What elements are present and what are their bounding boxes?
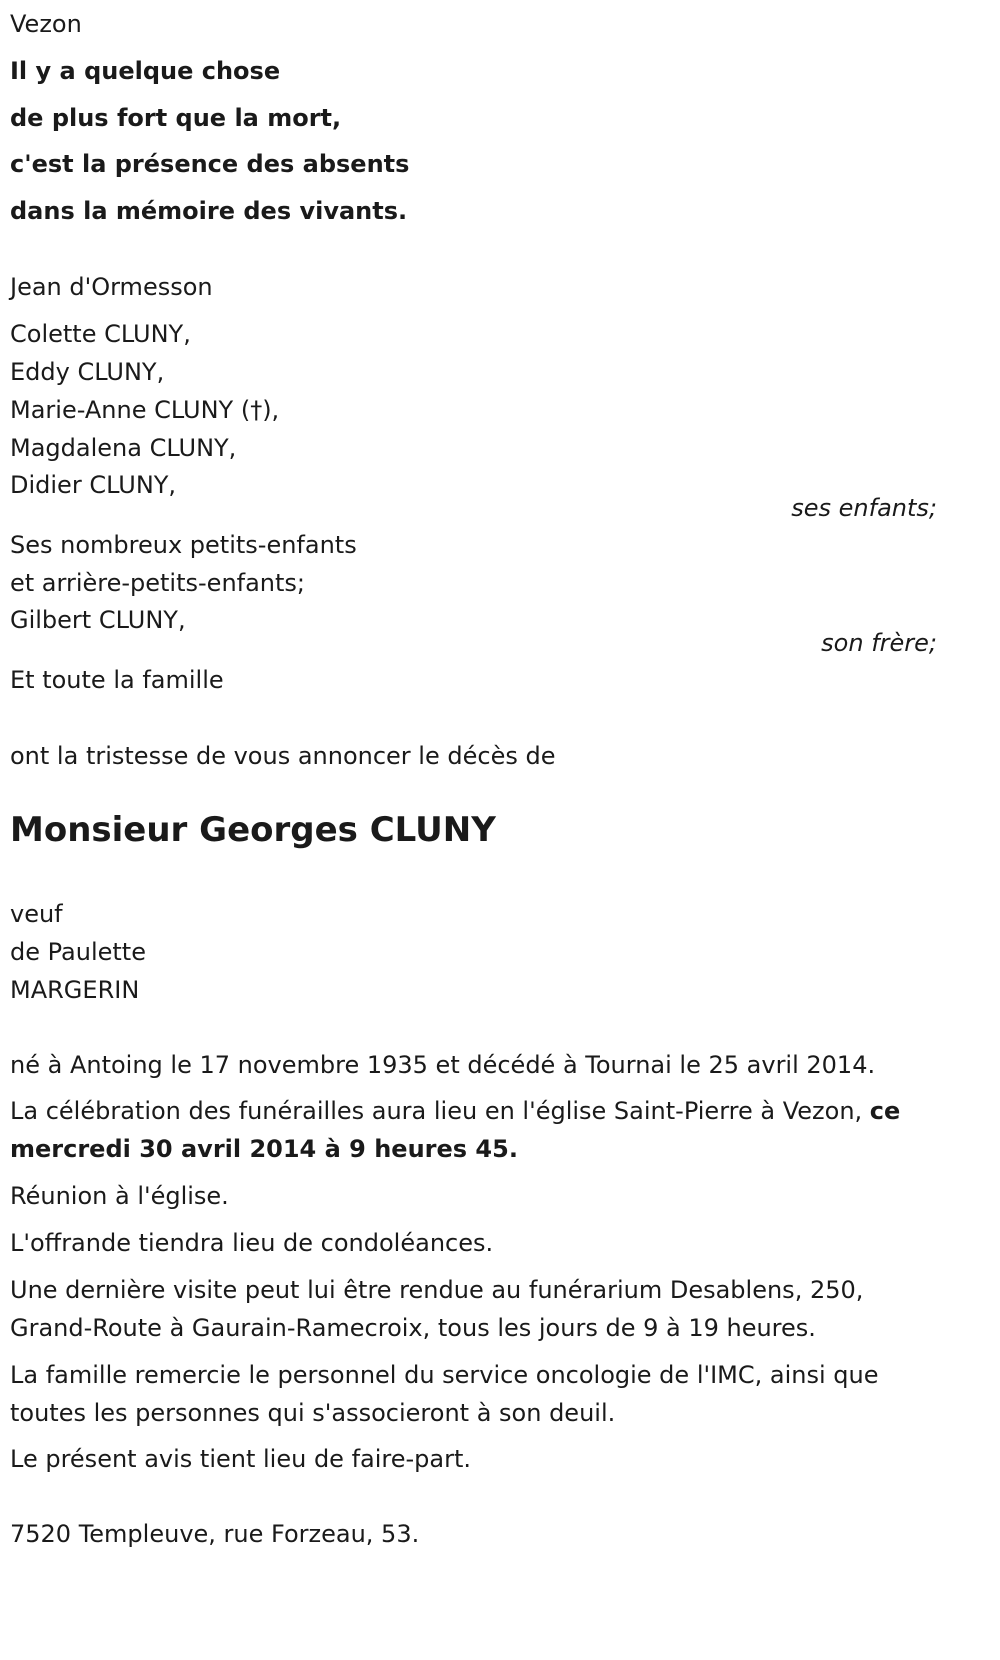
thanks-line-2: toutes les personnes qui s'associeront à son deuil. (10, 1399, 616, 1427)
offering-line: L'offrande tiendra lieu de condoléances. (10, 1229, 494, 1257)
ceremony-date: mercredi 30 avril 2014 à 9 heures 45. (10, 1135, 518, 1163)
brother-name: Gilbert CLUNY, (10, 606, 186, 634)
widower-line-2: de Paulette (10, 938, 146, 966)
visit-line-1: Une dernière visite peut lui être rendue au funérarium Desablens, 250, (10, 1276, 864, 1304)
child-name: Magdalena CLUNY, (10, 434, 237, 462)
announcement: ont la tristesse de vous annoncer le décès de (10, 742, 556, 770)
ceremony-line-1 (10, 1097, 900, 1125)
place-name: Vezon (10, 10, 82, 38)
grandchildren-line-2: et arrière-petits-enfants; (10, 569, 306, 597)
children-role: ses enfants; (791, 494, 937, 522)
meeting-line: Réunion à l'église. (10, 1182, 229, 1210)
widower-line-1: veuf (10, 900, 63, 928)
ceremony-date-start: ce (869, 1097, 901, 1125)
quote-line-3: c'est la présence des absents (10, 150, 410, 178)
notice-line: Le présent avis tient lieu de faire-part. (10, 1445, 472, 1473)
ceremony-text: La célébration des funérailles aura lieu en l'église Saint-Pierre à Vezon, (10, 1097, 870, 1125)
thanks-line-1: La famille remercie le personnel du service oncologie de l'IMC, ainsi que (10, 1361, 879, 1389)
child-name: Eddy CLUNY, (10, 358, 165, 386)
quote-author: Jean d'Ormesson (10, 273, 213, 301)
child-name: Marie-Anne CLUNY (†), (10, 396, 280, 424)
birth-death: né à Antoing le 17 novembre 1935 et décédé à Tournai le 25 avril 2014. (10, 1051, 876, 1079)
child-name: Didier CLUNY, (10, 471, 177, 499)
deceased-name: Monsieur Georges CLUNY (10, 810, 496, 850)
visit-line-2: Grand-Route à Gaurain-Ramecroix, tous les jours de 9 à 19 heures. (10, 1314, 816, 1342)
widower-line-3: MARGERIN (10, 976, 140, 1004)
child-name: Colette CLUNY, (10, 320, 191, 348)
grandchildren-line-1: Ses nombreux petits-enfants (10, 531, 357, 559)
address-line: 7520 Templeuve, rue Forzeau, 53. (10, 1520, 420, 1548)
quote-line-1: Il y a quelque chose (10, 57, 281, 85)
quote-line-4: dans la mémoire des vivants. (10, 197, 408, 225)
quote-line-2: de plus fort que la mort, (10, 104, 342, 132)
brother-role: son frère; (821, 629, 937, 657)
family-line: Et toute la famille (10, 666, 224, 694)
